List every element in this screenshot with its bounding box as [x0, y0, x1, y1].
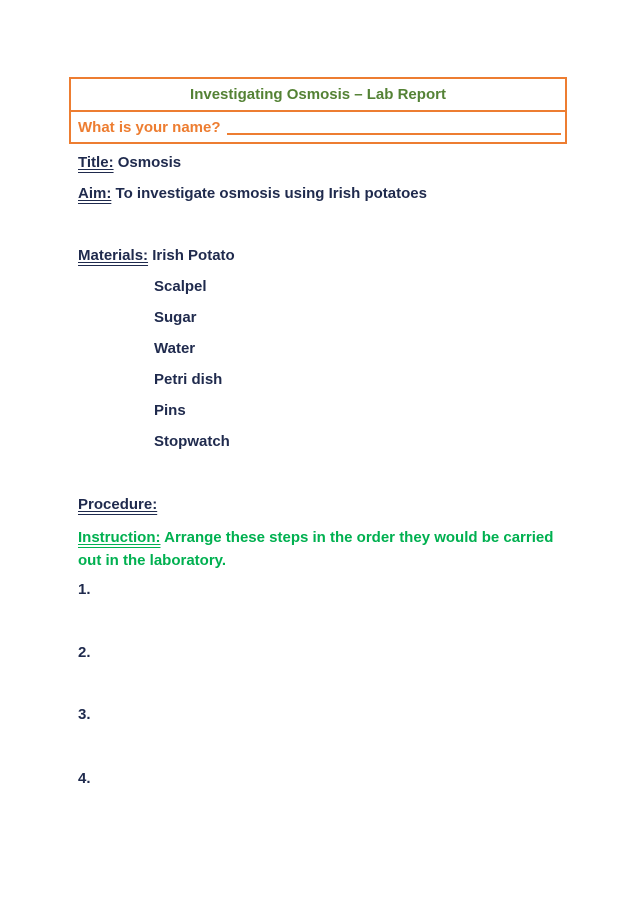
step-number: 2.: [78, 644, 91, 661]
instruction-text: Arrange these steps in the order they would be carried out in the laboratory.: [78, 529, 554, 569]
title-line: [78, 154, 181, 171]
materials-label: Materials:: [78, 247, 149, 264]
report-header-table: [69, 77, 567, 144]
aim-value: To investigate osmosis using Irish potatoes: [115, 185, 427, 202]
material-item: Scalpel: [154, 278, 207, 295]
aim-label: Aim:: [78, 185, 112, 202]
material-item: Stopwatch: [154, 433, 230, 450]
material-item: Petri dish: [154, 371, 223, 388]
step-number: 3.: [78, 706, 91, 723]
report-title: Investigating Osmosis – Lab Report: [71, 79, 565, 112]
material-item: Sugar: [154, 309, 197, 326]
materials-line: [78, 247, 235, 264]
title-value: Osmosis: [117, 154, 182, 171]
procedure-label: Procedure:: [78, 496, 158, 513]
aim-line: [78, 185, 427, 202]
procedure-heading: [78, 496, 157, 513]
material-item: Water: [154, 340, 196, 357]
name-prompt: What is your name?: [78, 118, 221, 136]
step-number: 4.: [78, 770, 91, 787]
name-field[interactable]: [227, 119, 561, 135]
instruction-block: [78, 526, 568, 572]
step-number: 1.: [78, 581, 91, 598]
name-row: [71, 112, 565, 142]
material-item: Pins: [154, 402, 186, 419]
instruction-label: Instruction:: [78, 529, 161, 546]
material-item: Irish Potato: [152, 247, 235, 264]
title-label: Title:: [78, 154, 114, 171]
